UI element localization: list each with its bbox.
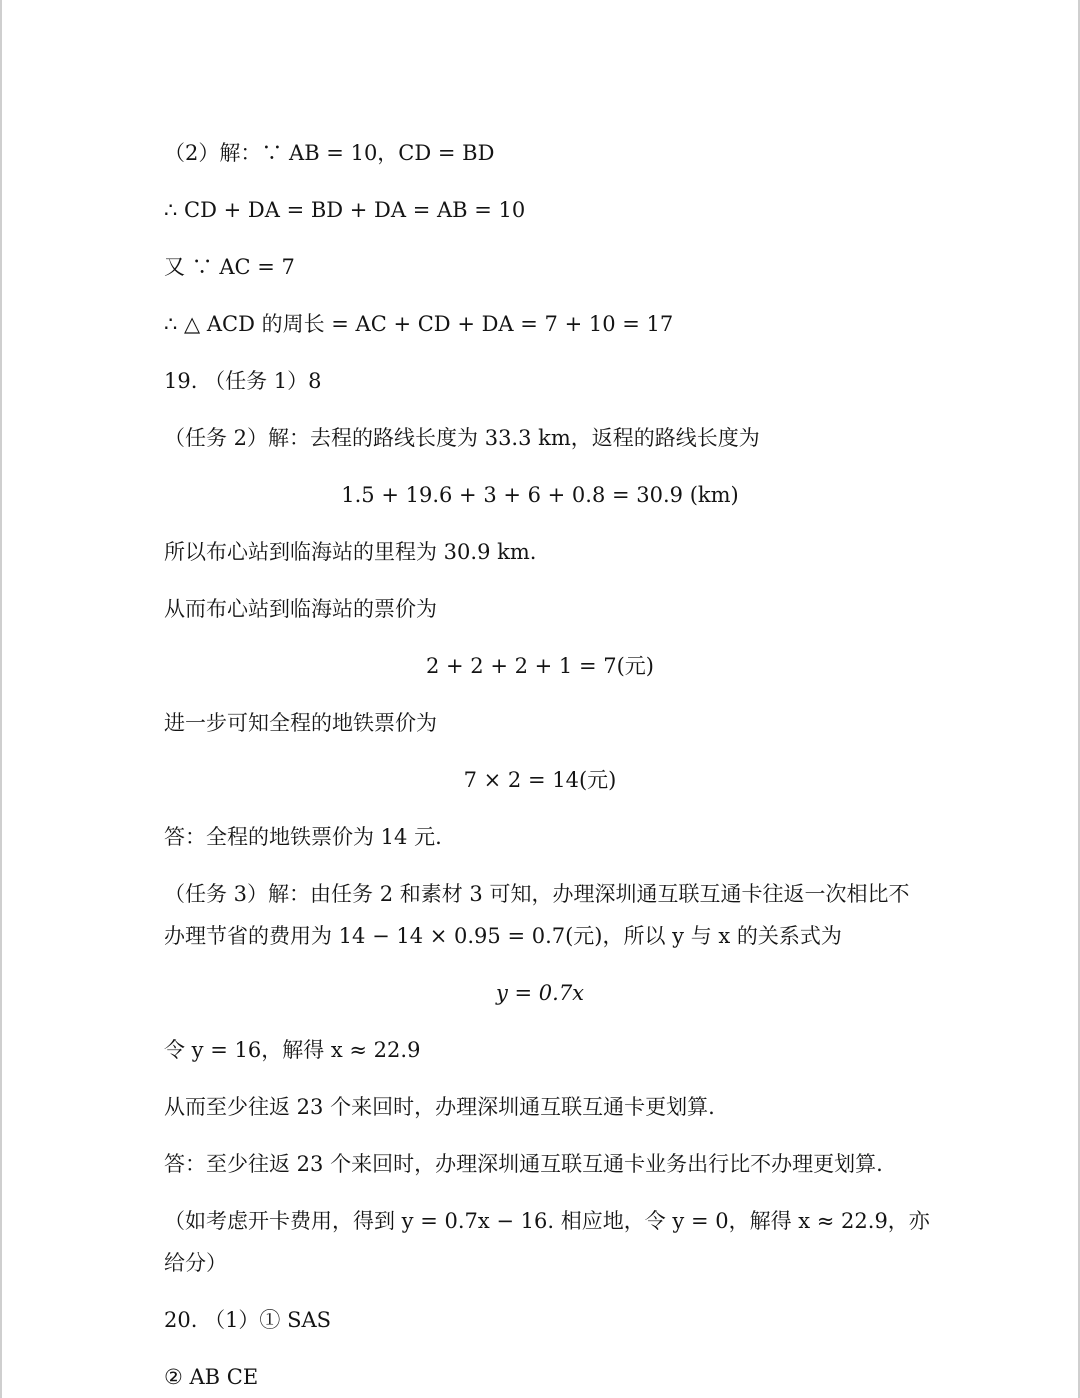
q18-step-ac: 又 ∵ AC = 7 bbox=[164, 255, 295, 279]
q19-task3-intro: （任务 3）解：由任务 2 和素材 3 可知，办理深圳通互联互通卡往返一次相比不 bbox=[164, 882, 910, 906]
q19-fare-intro: 从而布心站到临海站的票价为 bbox=[164, 597, 437, 621]
q18-perimeter: ∴ △ ACD 的周长 = AC + CD + DA = 7 + 10 = 17 bbox=[164, 312, 674, 336]
q19-task3-answer: 答：至少往返 23 个来回时，办理深圳通互联互通卡业务出行比不办理更划算. bbox=[164, 1152, 883, 1176]
q19-task2-answer: 答：全程的地铁票价为 14 元. bbox=[164, 825, 442, 849]
q19-relation-formula: y = 0.7x bbox=[495, 981, 585, 1005]
q20-part1-answer1: 20. （1）① SAS bbox=[164, 1308, 332, 1332]
q19-fare-formula: 2 + 2 + 2 + 1 = 7(元) bbox=[426, 654, 654, 678]
q19-distance-result: 所以布心站到临海站的里程为 30.9 km. bbox=[164, 540, 537, 564]
q19-total-fare-intro: 进一步可知全程的地铁票价为 bbox=[164, 711, 437, 735]
q19-task3-savings: 办理节省的费用为 14 − 14 × 0.95 = 0.7(元)，所以 y 与 x 的关系式为 bbox=[164, 924, 842, 948]
q19-task2-intro: （任务 2）解：去程的路线长度为 33.3 km，返程的路线长度为 bbox=[164, 426, 760, 450]
q19-total-fare-formula: 7 × 2 = 14(元) bbox=[463, 768, 617, 792]
q19-solve-x: 令 y = 16，解得 x ≈ 22.9 bbox=[164, 1038, 421, 1062]
q19-note-line2: 给分） bbox=[164, 1251, 227, 1275]
q19-note-line1: （如考虑开卡费用，得到 y = 0.7x − 16. 相应地，令 y = 0，解得 x ≈ 22.9，亦 bbox=[164, 1209, 930, 1233]
q20-part1-answer2: ② AB CE bbox=[164, 1365, 259, 1389]
q19-conclusion: 从而至少往返 23 个来回时，办理深圳通互联互通卡更划算. bbox=[164, 1095, 715, 1119]
q19-return-distance-formula: 1.5 + 19.6 + 3 + 6 + 0.8 = 30.9 (km) bbox=[341, 483, 739, 507]
page-left-edge bbox=[0, 0, 2, 1398]
q18-step-sum: ∴ CD + DA = BD + DA = AB = 10 bbox=[164, 198, 526, 222]
q19-task1-answer: 19. （任务 1）8 bbox=[164, 369, 322, 393]
q18-part2-given: （2）解：∵ AB = 10，CD = BD bbox=[164, 141, 495, 165]
